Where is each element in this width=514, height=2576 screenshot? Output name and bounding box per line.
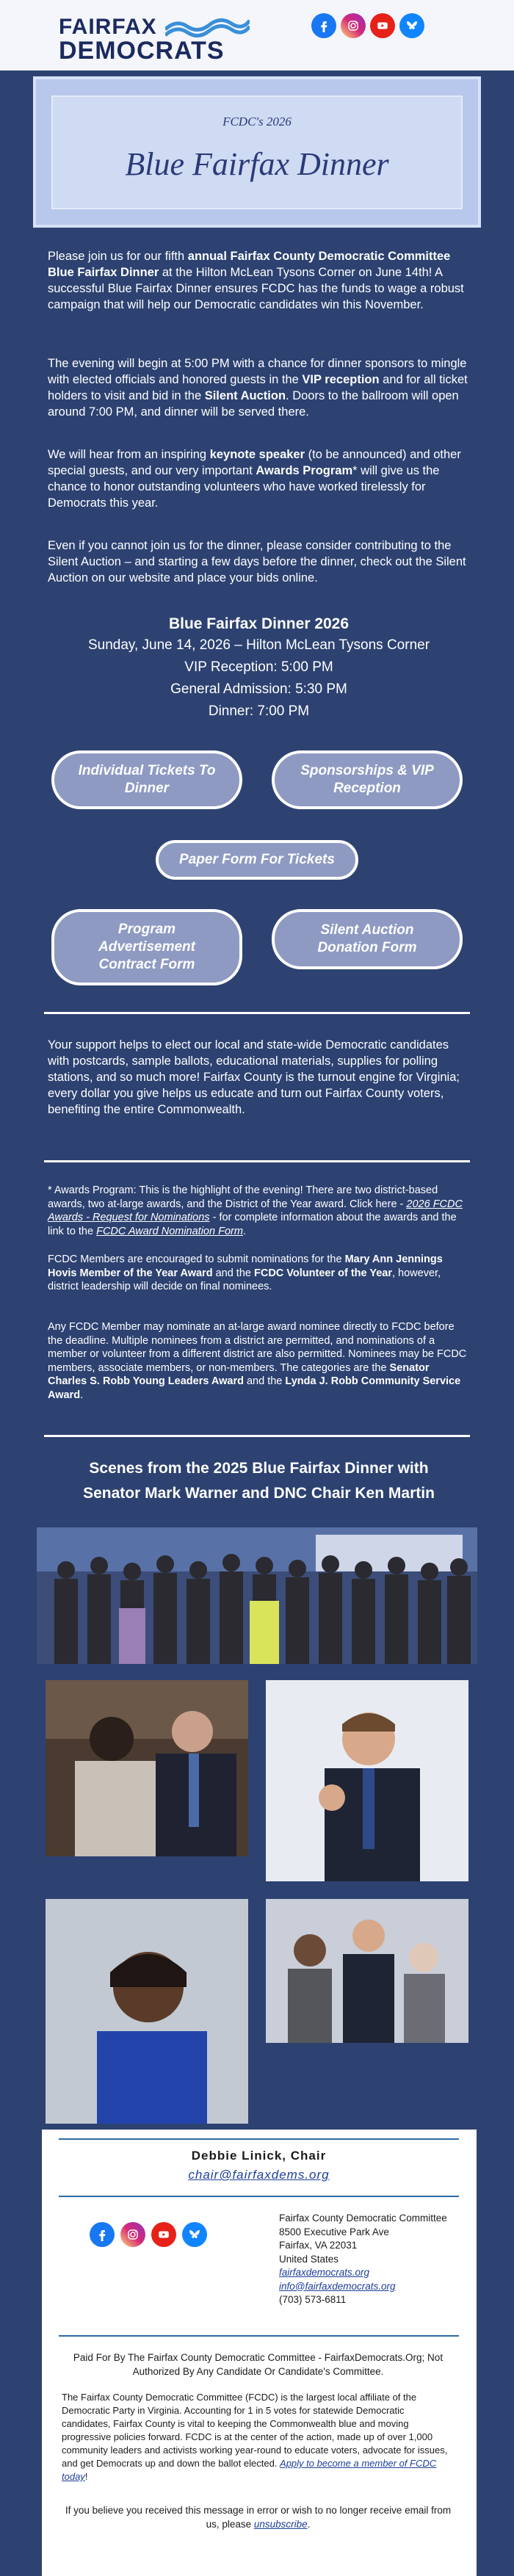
become-member-link[interactable]: Apply to become a member of FCDC today [62, 2458, 437, 2482]
intro-paragraph-2: The evening will begin at 5:00 PM with a chance for dinner sponsors to mingle with elected officials and honored guests in the VIP reception and for all ticket holders to visit and bid in the Silent Auction. Doors to the ballroom will open around 7:00 PM, and dinner will be served there. [48, 357, 468, 419]
event-general-time: General Admission: 5:30 PM [170, 681, 347, 697]
logo-text-fairfax: FAIRFAX [59, 15, 157, 39]
address-country: United States [279, 2253, 339, 2265]
divider [44, 1012, 470, 1014]
unsubscribe-notice: If you believe you received this message in error or wish to no longer receive email from us, please unsubscribe. [65, 2505, 452, 2530]
bluesky-icon[interactable] [399, 13, 424, 38]
chair-email-link[interactable]: chair@fairfaxdems.org [188, 2168, 330, 2182]
footer-bluesky-icon[interactable] [182, 2222, 207, 2247]
ken-martin-speaking-photo [266, 1680, 468, 1881]
intro-paragraph-1: Please join us for our fifth annual Fairfax County Democratic Committee Blue Fairfax Dinner at the Hilton McLean Tysons Corner on June 14th! A successful Blue Fairfax Dinner ensures FCDC has the funds to wage a robust campaign that will help our Democratic candidates win this November. [48, 250, 464, 311]
silent-auction-donation-button[interactable]: Silent Auction Donation Form [272, 909, 463, 969]
footer-youtube-icon[interactable] [151, 2222, 176, 2247]
logo-wave-icon [165, 16, 250, 38]
footer-instagram-icon[interactable] [120, 2222, 145, 2247]
divider [44, 1160, 470, 1162]
scenes-title-line-1: Scenes from the 2025 Blue Fairfax Dinner with [89, 1460, 429, 1477]
website-link[interactable]: fairfaxdemocrats.org [279, 2267, 370, 2278]
award-nomination-form-link[interactable]: FCDC Award Nomination Form [96, 1225, 243, 1237]
address-line-2: Fairfax, VA 22031 [279, 2240, 358, 2251]
scenes-title-line-2: Senator Mark Warner and DNC Chair Ken Martin [83, 1485, 435, 1502]
facebook-icon[interactable] [311, 13, 336, 38]
info-email-link[interactable]: info@fairfaxdemocrats.org [279, 2280, 396, 2292]
awards-paragraph-1: * Awards Program: This is the highlight of the evening! There are two district-based awards, two at-large awards, and the District of the Year award. Click here - 2026 FCDC Awards - Request for Nominations - for complete information about the awards and the link to the FCDC Award Nomination Form. [48, 1184, 463, 1237]
awards-nominations-link[interactable]: 2026 FCDC Awards - Request for Nominations [48, 1198, 463, 1223]
phone-number: (703) 573-6811 [279, 2294, 347, 2305]
footer-facebook-icon[interactable] [90, 2222, 115, 2247]
paid-for-disclaimer: Paid For By The Fairfax County Democratic Committee - FairfaxDemocrats.Org; Not Authorized By Any Candidate Or Candidate's Committee. [73, 2352, 444, 2377]
sponsorships-vip-button[interactable]: Sponsorships & VIP Reception [272, 750, 463, 809]
address-line-1: 8500 Executive Park Ave [279, 2226, 389, 2237]
org-name: Fairfax County Democratic Committee [279, 2213, 447, 2224]
awards-paragraph-3: Any FCDC Member may nominate an at-large award nominee directly to FCDC before the deadline. Multiple nominees from a district are permitted, and nominations of a member or volunteer from a different district are also permitted. Nominees may be FCDC members, associate members, or non-members. The categories are the Senator Charles S. Robb Young Leaders Award and the Lynda J. Robb Community Service Award. [48, 1321, 467, 1401]
group-photo [37, 1527, 477, 1664]
footer-divider [59, 2196, 459, 2197]
support-paragraph: Your support helps to elect our local and state-wide Democratic candidates with postcards, sample ballots, educational materials, supplies for polling stations, and so much more! Fairfax County is the turnout engine for Virginia; every dollar you give helps us educate and turn out Fairfax County voters, benefiting the entire Commonwealth. [48, 1038, 460, 1116]
warner-conversation-photo [46, 1680, 248, 1856]
awards-paragraph-2: FCDC Members are encouraged to submit nominations for the Mary Ann Jennings Hovis Member of the Year Award and the FCDC Volunteer of the Year, however, district leadership will decide on final nominees. [48, 1253, 443, 1292]
program-advertisement-button[interactable]: Program Advertisement Contract Form [51, 909, 242, 985]
youtube-icon[interactable] [370, 13, 395, 38]
intro-paragraph-3: We will hear from an inspiring keynote speaker (to be announced) and other special guests, and our very important Awards Program* will give us the chance to honor outstanding volunteers who have worked tirelessly for Democrats this year. [48, 448, 461, 510]
event-date: Sunday, June 14, 2026 – Hilton McLean Tysons Corner [87, 637, 430, 653]
banner-subtitle: FCDC's 2026 [222, 115, 292, 129]
event-vip-time: VIP Reception: 5:00 PM [184, 659, 333, 675]
footer-divider [59, 2335, 459, 2337]
chair-name: Debbie Linick, Chair [191, 2149, 327, 2163]
guest-smiling-photo [46, 1899, 248, 2124]
event-title: Blue Fairfax Dinner 2026 [168, 615, 350, 632]
individual-tickets-button[interactable]: Individual Tickets To Dinner [51, 750, 242, 809]
divider [44, 1435, 470, 1437]
logo-text-democrats: DEMOCRATS [59, 37, 225, 65]
senator-with-guests-photo [266, 1899, 468, 2043]
footer-divider [59, 2138, 459, 2140]
paper-form-button[interactable]: Paper Form For Tickets [156, 840, 358, 880]
unsubscribe-link[interactable]: unsubscribe [253, 2518, 308, 2530]
footer-address-block [279, 2212, 470, 2307]
banner-title: Blue Fairfax Dinner [125, 146, 389, 182]
intro-paragraph-4: Even if you cannot join us for the dinner, please consider contributing to the Silent Auction – and starting a few days before the dinner, check out the Silent Auction on our website and place your bids online. [48, 539, 466, 585]
fcdc-about-paragraph: The Fairfax County Democratic Committee (FCDC) is the largest local affiliate of the Democratic Party in Virginia. Accounting for 1 in 5 votes for statewide Democratic candidates, Fairfax County is vital to keeping the Commonwealth blue and moving progressive policies forward. FCDC is at the center of the action, made up of over 1,000 community leaders and activists working year-round to educate voters, advocate for issues, and get Democrats up and down the ballot elected. Apply to become a member of FCDC today! [62, 2392, 448, 2482]
event-dinner-time: Dinner: 7:00 PM [208, 703, 310, 719]
instagram-icon[interactable] [341, 13, 366, 38]
